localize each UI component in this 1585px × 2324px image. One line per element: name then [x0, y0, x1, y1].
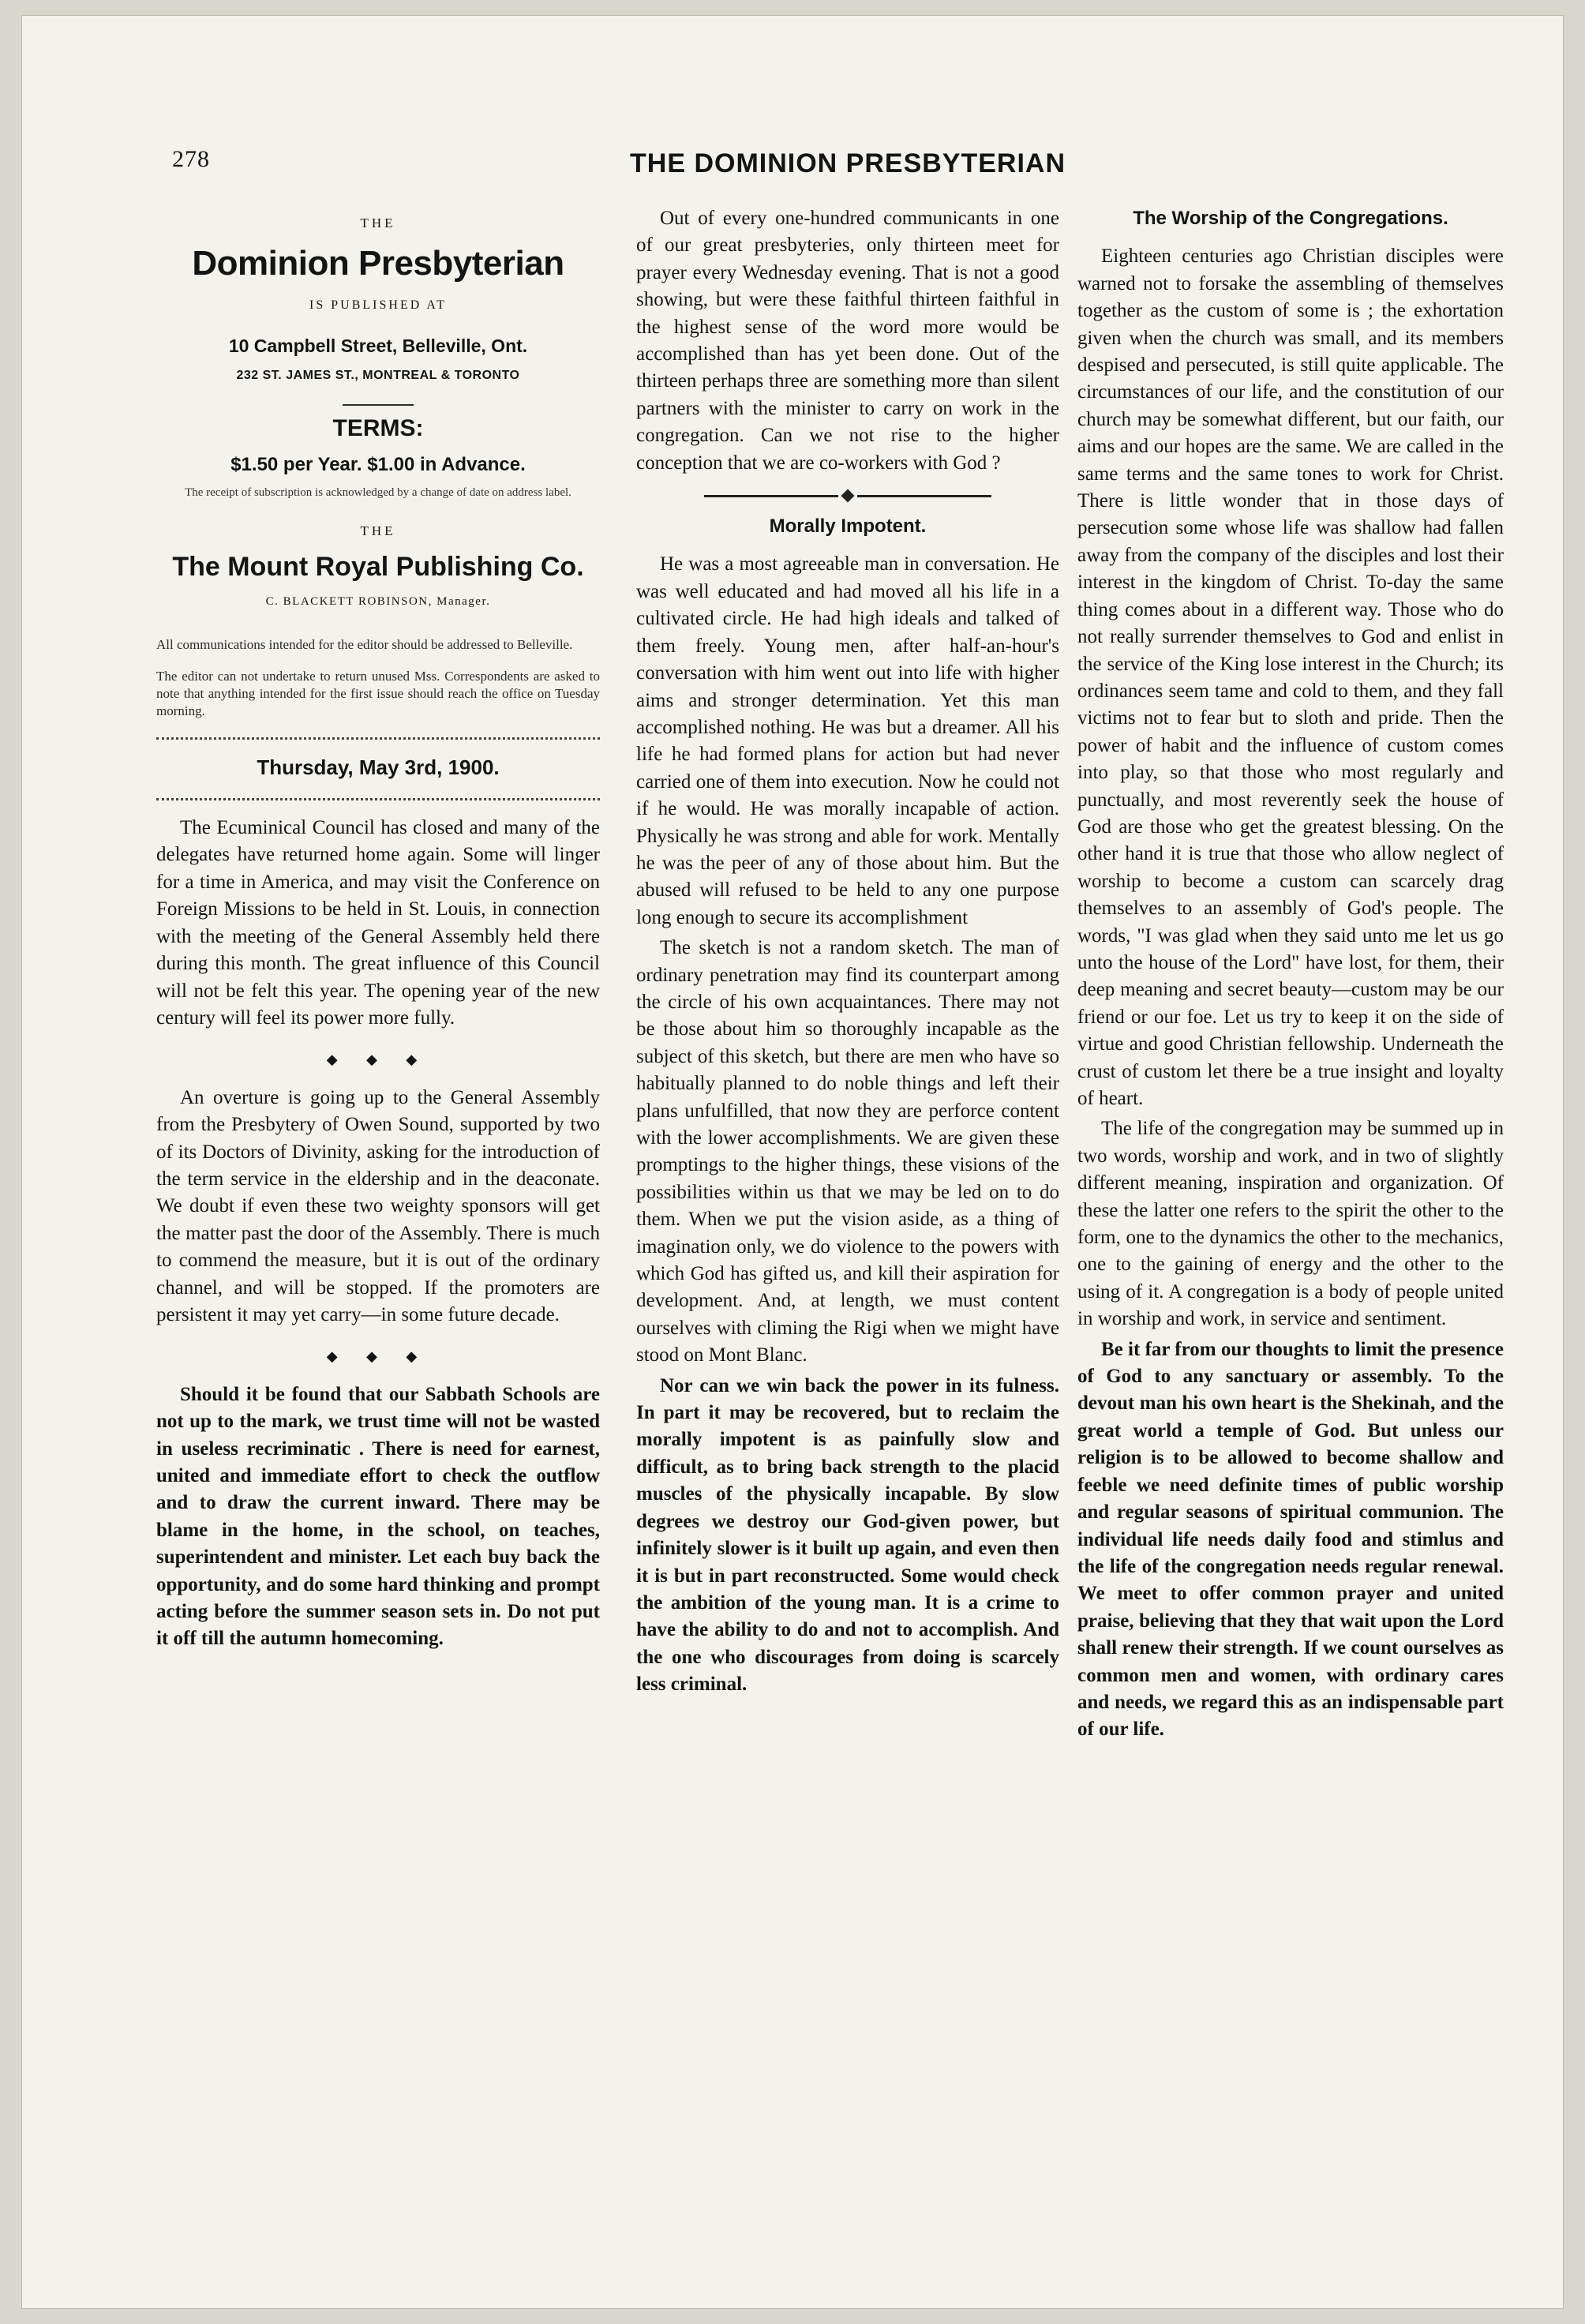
masthead-the: THE: [360, 216, 396, 231]
paragraph-sabbath-schools: Should it be found that our Sabbath Schools are not up to the mark, we trust time will not be wasted in useless recriminatic . There is need for earnest, united and immediate effort to check the outflow and to draw the current inward. There may be blame in the home, in the school, on teaches, superintendent and minister. Let each buy back the opportunity, and do some hard thinking and prompt acting before the summer season sets in. Do not put it off till the autumn homecoming.: [156, 1383, 600, 1650]
dotted-rule: [156, 737, 600, 740]
ornament-divider: ◆ ◆ ◆: [326, 1051, 430, 1068]
notice-manuscripts: The editor can not undertake to return unused Mss. Correspondents are asked to note that anything intended for the first issue should reach the office on Tuesday morning.: [156, 668, 600, 718]
terms-heading: TERMS:: [332, 414, 424, 441]
notice-editor-address: All communications intended for the editor should be addressed to Belleville.: [156, 636, 573, 652]
masthead-address-belleville: 10 Campbell Street, Belleville, Ont.: [228, 335, 528, 356]
paragraph-impotent-2: The sketch is not a random sketch. The man of ordinary penetration may find its counterpart among the circle of his own acquaintances. There may not be those about him so thoroughly incapable as the subject of this sketch, but there are men who have so habitually planned to do noble things and left their plans unfulfilled, that now they are perforce content with the lower accomplishments. We are given these promptings to the higher things, these visions of the possibilities within us that we may be led on to do them. When we put the vision aside, as a thing of imagination only, we do violence to the powers with which God has gifted us, and kill their aspiration for development. And, at length, we must content ourselves with climing the Rigi when we might have stood on Mont Blanc.: [636, 937, 1059, 1366]
ornament-divider: ◆ ◆ ◆: [326, 1348, 430, 1365]
publisher-the: THE: [360, 523, 396, 539]
heading-morally-impotent: Morally Impotent.: [769, 515, 927, 538]
paragraph-worship-2: The life of the congregation may be summed up in two words, worship and work, and in two of slightly different meaning, inspiration and organization. Of these the latter one refers to the spirit the other to the form, one to the dynamics the other to the mechanics, one to the gaining of energy and the other to the using of it. A congregation is a body of people united in worship and work, in service and sentiment.: [1077, 1118, 1504, 1330]
running-head: THE DOMINION PRESBYTERIAN: [630, 148, 1066, 178]
column-1: [156, 205, 600, 1653]
dotted-rule: [156, 798, 600, 800]
page-number: 278: [172, 146, 210, 172]
paragraph-overture: An overture is going up to the General Assembly from the Presbytery of Owen Sound, supported by two of its Doctors of Divinity, asking for the introduction of the term service in the eldership and in the deaconate. We doubt if even these two weighty sponsors will get the matter past the door of the Assembly. There is much to commend the measure, but it is out of the ordinary channel, and will be stopped. If the promoters are persistent it may yet carry—in some future decade.: [156, 1086, 600, 1325]
publisher-name: The Mount Royal Publishing Co.: [172, 551, 584, 582]
column-3: [1077, 205, 1504, 1744]
short-rule: [343, 404, 414, 406]
column-2: [636, 205, 1059, 1699]
paragraph-worship-1: Eighteen centuries ago Christian disciples were warned not to forsake the assembling of themselves together as the custom of some is ; the exhortation given when the church was small, and its members despised and persecuted, is still quite applicable. The circumstances of our life, and the constitution of our church may be somewhat different, but our faith, our aims and our hopes are the same. We are called in the same terms and the same tones to work for Christ. There is little wonder that in those days of persecution some whose life was shallow had fallen away from the company of the disciples and lost their interest in the kingdom of Christ. To-day the same thing comes about in a different way. Those who do not really surrender themselves to God and enlist in the service of the King lose interest in the Church; its ordinances seem tame and cold to them, and they fall victims not to fear but to sloth and pride. Then the power of habit and the influence of custom comes into play, so that those who most regularly and punctually, and most reverently seek the house of God are those who get the greatest blessing. On the other hand it is true that those who allow neglect of worship to become a custom can scarcely drag themselves to an assembly of God's people. The words, "I was glad when they said unto me let us go unto the house of the Lord" have lost, for them, their deep meaning and secret beauty—custom may be our friend or our foe. Let us try to keep it on the side of virtue and good Christian fellowship. Underneath the crust of custom let there be a true insight and loyalty of heart.: [1077, 246, 1504, 1109]
masthead-title: Dominion Presbyterian: [192, 244, 564, 283]
publisher-manager: C. BLACKETT ROBINSON, Manager.: [265, 595, 491, 609]
paragraph-ecumenical-council: The Ecuminical Council has closed and many of the delegates have returned home again. Some will linger for a time in America, and may visit the Conference on Foreign Missions to be held in St. Louis, in connection with the meeting of the General Assembly held there during this month. The great influence of this Council will not be felt this year. The opening year of the new century will feel its power more fully.: [156, 817, 600, 1029]
terms-price: $1.50 per Year. $1.00 in Advance.: [230, 454, 526, 476]
terms-note: The receipt of subscription is acknowledged by a change of date on address label.: [185, 486, 571, 500]
heading-worship-congregations: The Worship of the Congregations.: [1133, 208, 1448, 229]
paragraph-impotent-1: He was a most agreeable man in conversation. He was well educated and had moved all his life in a cultivated circle. He had high ideals and talked of them freely. Young men, after half-an-hour's conversation with him went out into life with higher aims and stronger determination. Yet this man accomplished nothing. He was but a dreamer. All his life he had formed plans for action but had never carried one of them into execution. Now he could not if he would. He was morally incapable of action. Physically he was strong and able for work. Mentally he was the peer of any of those about him. But the abused will refused to be held to any one purpose long enough to secure its accomplishment: [636, 553, 1059, 928]
paragraph-worship-3: Be it far from our thoughts to limit the presence of God to any sanctuary or assembly. To the devout man his own heart is the Shekinah, and the great world a temple of God. But unless our religion is to be allowed to become shallow and feeble we need definite times of public worship and regular seasons of spiritual communion. The individual life needs daily food and stimlus and the life of the congregation needs regular renewal. We meet to offer common prayer and united praise, believing that they that wait upon the Lord shall renew their strength. If we count ourselves as common men and women, with ordinary cares and needs, we regard this as an indispensable part of our life.: [1077, 1338, 1504, 1741]
newspaper-page: [22, 16, 1563, 2308]
paragraph-impotent-3: Nor can we win back the power in its fulness. In part it may be recovered, but to reclaim the morally impotent is as painfully slow and difficult, as to bring back strength to the placid muscles of the physically incapable. By slow degrees we destroy our God-given power, but infinitely slower is it built up again, and even then it is but in part reconstructed. Some would check the ambition of the young man. It is a crime to have the ability to do and not to accomplish. And the one who discourages from doing is scarcely less criminal.: [636, 1374, 1059, 1696]
issue-date: Thursday, May 3rd, 1900.: [257, 755, 500, 779]
masthead-address-montreal: 232 ST. JAMES ST., MONTREAL & TORONTO: [236, 369, 520, 383]
ornamental-rule: [636, 491, 1059, 500]
masthead-published-at: IS PUBLISHED AT: [309, 298, 447, 313]
paragraph-prayer-meeting: Out of every one-hundred communicants in one of our great presbyteries, only thirteen meet for prayer every Wednesday evening. That is not a good showing, but were these faithful thirteen faithful in the highest sense of the word more would be accomplished than has yet been done. Out of the thirteen perhaps three are something more than silent partners with the minister to carry on work in the congregation. Can we not rise to the higher conception that we are co-workers with God ?: [636, 208, 1059, 474]
